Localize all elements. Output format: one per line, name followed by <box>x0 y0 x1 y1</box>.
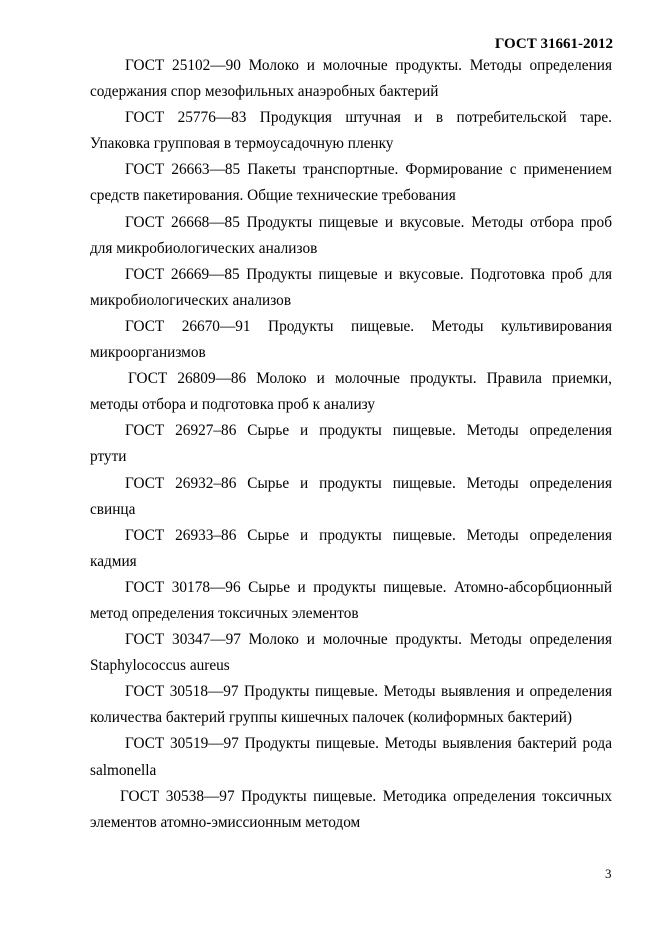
reference-entry <box>90 314 612 366</box>
reference-entry-line-2: элементов атомно-эмиссионным методом <box>90 813 361 831</box>
reference-entry-line-2: микробиологических анализов <box>90 291 292 309</box>
reference-entry-line-1: ГОСТ 26670—91 Продукты пищевые. Методы культивирования <box>125 317 612 335</box>
reference-entry-line-2: методы отбора и подготовка проб к анализу <box>90 396 376 414</box>
reference-entry-line-1: ГОСТ 26933–86 Сырье и продукты пищевые. Методы определения <box>125 526 612 544</box>
reference-entry <box>90 731 612 783</box>
reference-entry <box>90 157 612 209</box>
reference-entry <box>90 784 612 836</box>
reference-entry-line-1: ГОСТ 30347—97 Молоко и молочные продукты. Методы определения <box>125 631 612 649</box>
reference-entry-line-1: ГОСТ 25102—90 Молоко и молочные продукты. Методы определения <box>125 57 612 74</box>
reference-entry-line-1: ГОСТ 26809—86 Молоко и молочные продукты. Правила приемки, <box>128 370 612 388</box>
reference-entry <box>90 418 612 470</box>
reference-entry <box>90 523 612 575</box>
reference-entry-line-2: salmonella <box>90 761 157 779</box>
reference-entry-line-1: ГОСТ 26663—85 Пакеты транспортные. Формирование с применением <box>125 161 612 179</box>
reference-entry-line-2: метод определения токсичных элементов <box>90 604 359 622</box>
reference-entry <box>90 210 612 262</box>
reference-entry <box>90 262 612 314</box>
reference-entry <box>90 575 612 627</box>
page-number: 3 <box>605 866 612 881</box>
reference-entry-line-1: ГОСТ 26668—85 Продукты пищевые и вкусовые. Методы отбора проб <box>125 213 612 231</box>
document-header: ГОСТ 31661-2012 <box>494 36 613 52</box>
reference-entry-line-1: ГОСТ 30538—97 Продукты пищевые. Методика определения токсичных <box>120 787 612 805</box>
reference-entry-line-1: ГОСТ 30519—97 Продукты пищевые. Методы выявления бактерий рода <box>125 735 612 753</box>
reference-entry-line-2: Staphylococcus aureus <box>90 657 230 675</box>
reference-entry-line-1: ГОСТ 25776—83 Продукция штучная и в потребительской таре. <box>125 109 612 127</box>
reference-entry-line-1: ГОСТ 26932–86 Сырье и продукты пищевые. Методы определения <box>125 474 612 492</box>
reference-entry <box>90 679 612 731</box>
document-body <box>90 53 612 836</box>
reference-entry-line-2: количества бактерий группы кишечных палочек (колиформных бактерий) <box>90 709 573 727</box>
reference-entry-line-2: свинца <box>90 500 136 518</box>
reference-entry-line-2: ртути <box>90 448 127 466</box>
reference-entry-line-2: средств пакетирования. Общие технические требования <box>90 187 456 205</box>
reference-entry <box>90 471 612 523</box>
reference-entry <box>90 627 612 679</box>
reference-entry-line-2: Упаковка групповая в термоусадочную пленку <box>90 135 394 153</box>
reference-entry-line-2: микроорганизмов <box>90 344 206 362</box>
reference-entry-line-2: содержания спор мезофильных анаэробных бактерий <box>90 83 439 101</box>
reference-entry-line-2: кадмия <box>90 552 137 570</box>
reference-entry <box>90 105 612 157</box>
reference-entry-line-1: ГОСТ 30178—96 Сырье и продукты пищевые. Атомно-абсорбционный <box>125 578 612 596</box>
reference-entry <box>90 53 612 105</box>
reference-entry-line-2: для микробиологических анализов <box>90 239 318 257</box>
reference-entry-line-1: ГОСТ 26669—85 Продукты пищевые и вкусовые. Подготовка проб для <box>125 265 612 283</box>
reference-entry-line-1: ГОСТ 30518—97 Продукты пищевые. Методы выявления и определения <box>125 683 612 701</box>
reference-entry-line-1: ГОСТ 26927–86 Сырье и продукты пищевые. Методы определения <box>125 422 612 440</box>
reference-entry <box>90 366 612 418</box>
